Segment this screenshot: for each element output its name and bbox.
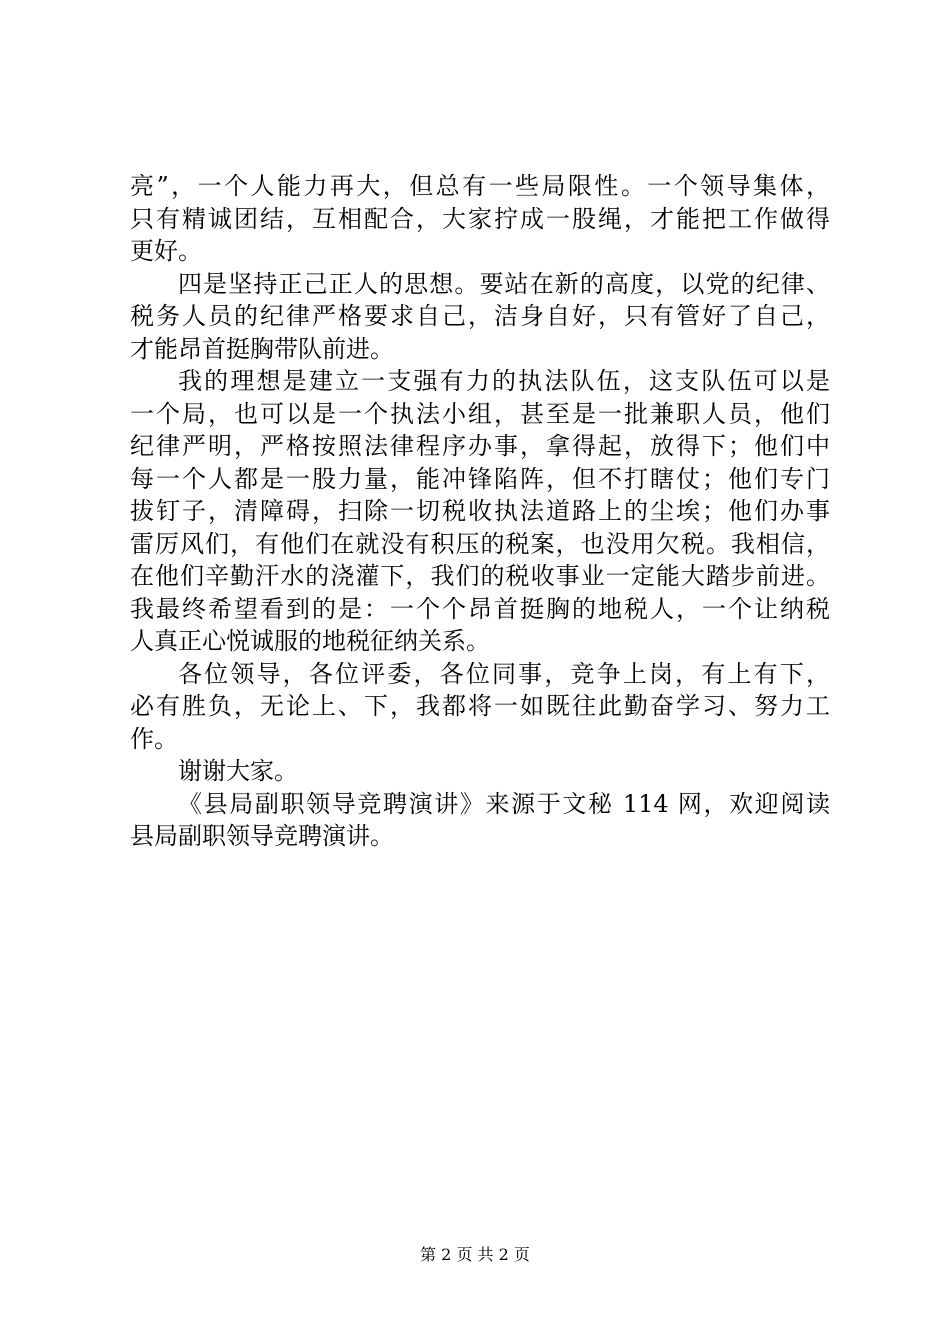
text-line: 我最终希望看到的是：一个个昂首挺胸的地税人，一个让纳税 — [130, 594, 830, 623]
text-line: 必有胜负，无论上、下，我都将一如既往此勤奋学习、努力工 — [130, 692, 830, 720]
text-line: 谢谢大家。 — [178, 757, 298, 785]
text-line: 在他们辛勤汗水的浇灌下，我们的税收事业一定能大踏步前进。 — [130, 562, 830, 590]
text-line: 县局副职领导竞聘演讲。 — [130, 822, 394, 850]
text-line: 才能昂首挺胸带队前进。 — [130, 334, 394, 363]
text-line: 作。 — [130, 724, 178, 753]
text-line: 更好。 — [130, 237, 202, 265]
text-line: 拔钉子，清障碍，扫除一切税收执法道路上的尘埃；他们办事 — [130, 497, 830, 525]
text-line: 税务人员的纪律严格要求自己，洁身自好，只有管好了自己， — [130, 302, 830, 330]
page-footer: 第 2 页 共 2 页 — [420, 1245, 530, 1264]
text-line: 人真正心悦诚服的地税征纳关系。 — [130, 627, 490, 655]
text-line: 雷厉风们，有他们在就没有积压的税案，也没用欠税。我相信， — [130, 529, 830, 558]
text-line: 我的理想是建立一支强有力的执法队伍，这支队伍可以是 — [178, 367, 830, 395]
text-line: 亮”，一个人能力再大，但总有一些局限性。一个领导集体， — [130, 172, 830, 200]
text-line: 每一个人都是一股力量，能冲锋陷阵，但不打瞎仗；他们专门 — [130, 464, 830, 493]
text-line: 纪律严明，严格按照法律程序办事，拿得起，放得下；他们中 — [130, 432, 830, 460]
text-line: 《县局副职领导竞聘演讲》来源于文秘 114 网，欢迎阅读 — [178, 789, 830, 818]
text-line: 一个局，也可以是一个执法小组，甚至是一批兼职人员，他们 — [130, 399, 830, 428]
document-body — [130, 170, 830, 853]
text-line: 只有精诚团结，互相配合，大家拧成一股绳，才能把工作做得 — [130, 204, 830, 233]
text-line: 各位领导，各位评委，各位同事，竞争上岗，有上有下， — [178, 659, 830, 688]
text-line: 四是坚持正己正人的思想。要站在新的高度，以党的纪律、 — [178, 269, 830, 298]
